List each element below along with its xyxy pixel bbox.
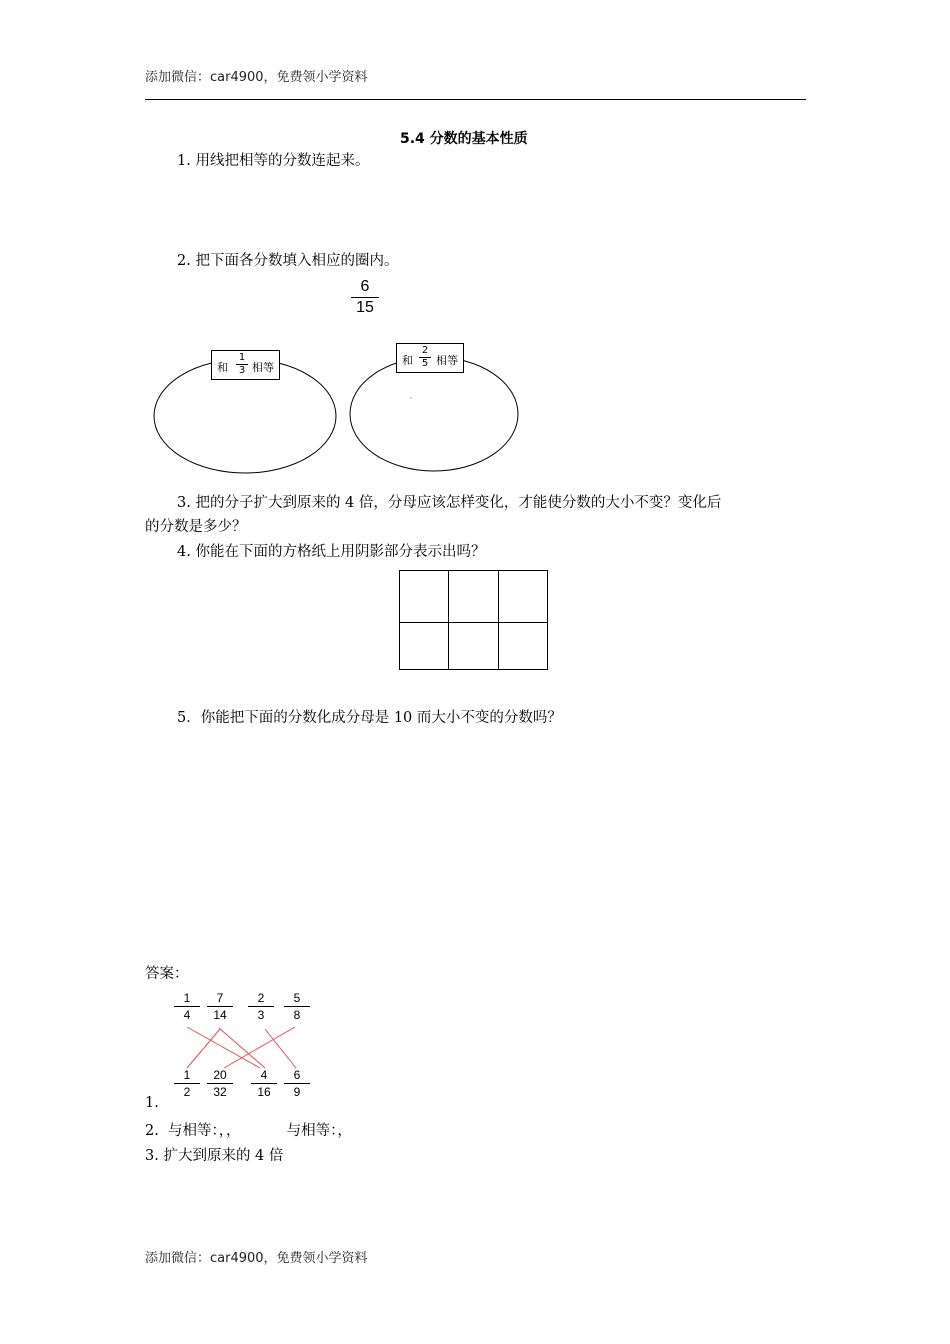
question-3-line-2: 的分数是多少？ xyxy=(145,519,247,535)
tag-suffix: 相等 xyxy=(436,354,458,367)
numerator: 7 xyxy=(216,991,224,1005)
question-5: 5．你能把下面的分数化成分母是 10 而大小不变的分数吗？ xyxy=(177,710,562,726)
tag-prefix: 和 xyxy=(402,354,413,367)
numerator: 4 xyxy=(260,1068,268,1082)
tag-numerator: 2 xyxy=(421,345,429,356)
answer-top-fraction xyxy=(284,991,310,1022)
answer-bottom-fraction xyxy=(174,1068,200,1099)
page-header: 添加微信：car4900，免费领小学资料 xyxy=(145,70,368,85)
answer-3: 3. 扩大到原来的 4 倍 xyxy=(145,1148,284,1164)
denominator: 16 xyxy=(257,1085,271,1099)
question-4: 4. 你能在下面的方格纸上用阴影部分表示出吗？ xyxy=(177,544,486,560)
answers-label: 答案： xyxy=(145,966,189,982)
question-3-line-1: 3. 把的分子扩大到原来的 4 倍，分母应该怎样变化，才能使分数的大小不变？变化后 xyxy=(177,495,722,511)
denominator: 2 xyxy=(183,1085,191,1099)
fraction-bar xyxy=(174,1006,200,1007)
link-line-7-14-to-1-2 xyxy=(187,1029,220,1068)
answer-1: 1. xyxy=(145,1095,159,1111)
link-line-5-8-to-20-32 xyxy=(224,1027,295,1068)
denominator: 9 xyxy=(293,1085,301,1099)
question-2: 2. 把下面各分数填入相应的圈内。 xyxy=(177,253,399,269)
fraction-bar xyxy=(248,1006,274,1007)
fraction-bar xyxy=(207,1006,233,1007)
tag-prefix: 和 xyxy=(217,361,228,374)
fraction-bar xyxy=(251,1083,277,1084)
tag-denominator: 3 xyxy=(238,365,246,376)
question-1: 1. 用线把相等的分数连起来。 xyxy=(177,153,370,169)
denominator: 8 xyxy=(293,1008,301,1022)
fraction-bar xyxy=(284,1006,310,1007)
numerator: 20 xyxy=(213,1068,227,1082)
answer-bottom-fraction xyxy=(207,1068,233,1099)
denominator: 32 xyxy=(213,1085,227,1099)
page-footer: 添加微信：car4900，免费领小学资料 xyxy=(145,1251,368,1266)
denominator: 3 xyxy=(257,1008,265,1022)
answer-top-fraction xyxy=(174,991,200,1022)
answer-top-fraction xyxy=(207,991,233,1022)
q2-denominator: 15 xyxy=(356,299,374,316)
tag-numerator: 1 xyxy=(238,352,246,363)
answer-2: 2. 与相等：，， 与相等：， xyxy=(145,1123,352,1139)
tag-suffix: 相等 xyxy=(252,361,274,374)
answer-bottom-fraction xyxy=(284,1068,310,1099)
fraction-bar xyxy=(284,1083,310,1084)
answer-top-fraction xyxy=(248,991,274,1022)
page-title: 5.4 分数的基本性质 xyxy=(400,131,528,147)
fraction-bar xyxy=(174,1083,200,1084)
numerator: 5 xyxy=(293,991,301,1005)
numerator: 1 xyxy=(183,1068,191,1082)
q2-numerator: 6 xyxy=(360,278,370,295)
link-line-1-4-to-4-16 xyxy=(187,1027,260,1068)
denominator: 4 xyxy=(183,1008,191,1022)
tag-denominator: 5 xyxy=(421,358,429,369)
numerator: 2 xyxy=(257,991,265,1005)
numerator: 1 xyxy=(183,991,191,1005)
denominator: 14 xyxy=(213,1008,227,1022)
numerator: 6 xyxy=(293,1068,301,1082)
answer-bottom-fraction xyxy=(251,1068,277,1099)
fraction-bar xyxy=(207,1083,233,1084)
